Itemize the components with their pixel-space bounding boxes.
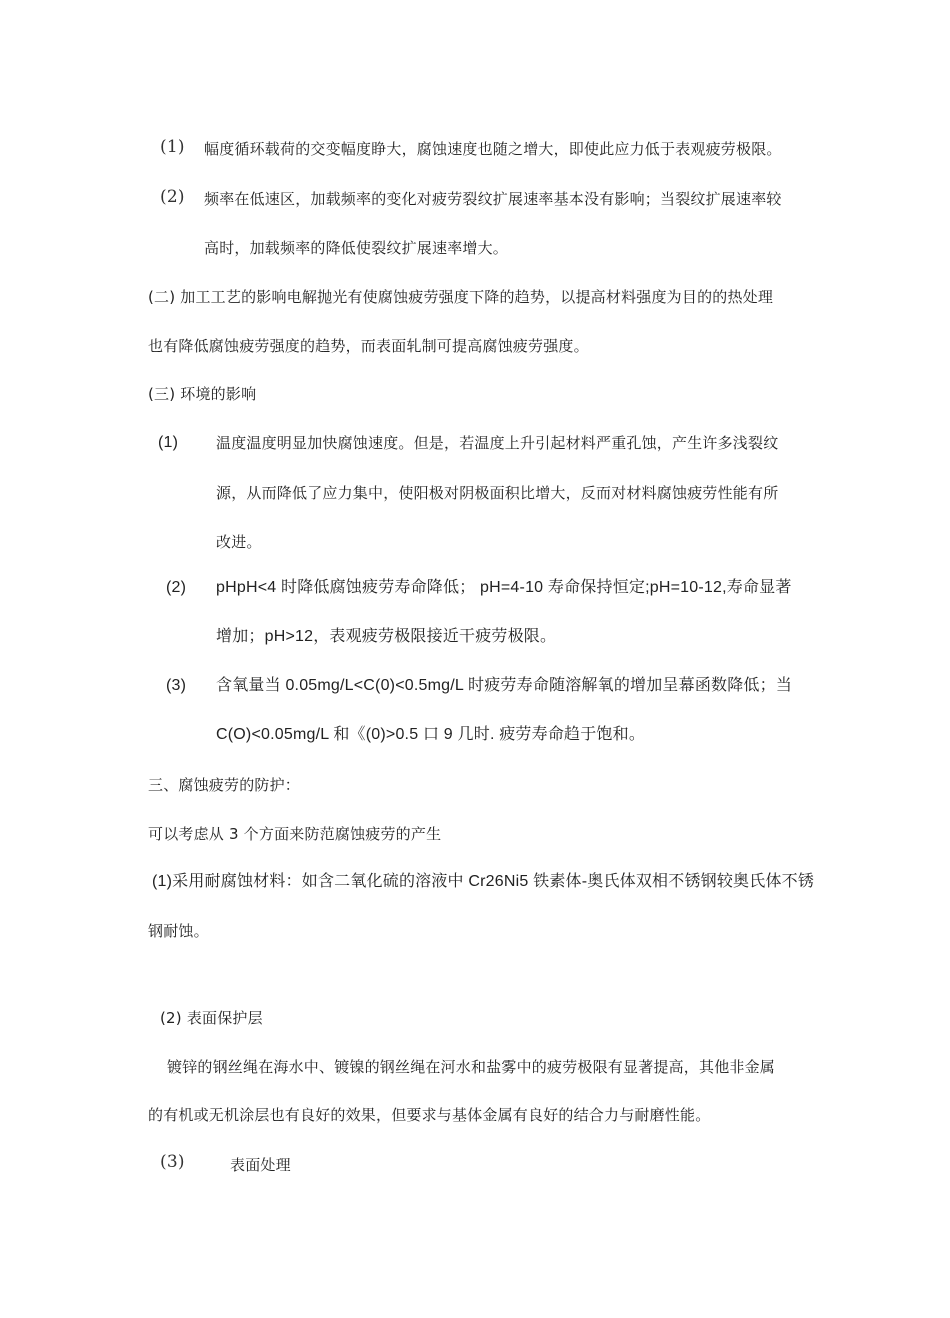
- paragraph-line: 增加；pH>12，表观疲劳极限接近干疲劳极限。: [216, 628, 557, 645]
- paragraph-line: 温度温度明显加快腐蚀速度。但是，若温度上升引起材料严重孔蚀，产生许多浅裂纹: [216, 434, 779, 452]
- item-number: (3): [160, 1152, 185, 1172]
- item-number: (1): [160, 137, 185, 157]
- paragraph-line: (1)采用耐腐蚀材料：如含二氧化硫的溶液中 Cr26Ni5 铁素体-奥氏体双相不锈钢较奥氏体不锈: [152, 873, 815, 890]
- section-heading: 三、腐蚀疲劳的防护：: [148, 776, 301, 794]
- paragraph-line: (二) 加工工艺的影响电解抛光有使腐蚀疲劳强度下降的趋势，以提高材料强度为目的的热处理: [148, 288, 774, 306]
- item-number: (2): [160, 187, 185, 207]
- paragraph-line: 改进。: [216, 533, 262, 551]
- item-number: (1): [158, 434, 179, 451]
- paragraph-line: 频率在低速区，加载频率的变化对疲劳裂纹扩展速率基本没有影响；当裂纹扩展速率较: [204, 190, 782, 208]
- paragraph-line: 含氧量当 0.05mg/L<C(0)<0.5mg/L 时疲劳寿命随溶解氧的增加呈幕函数降低；当: [216, 677, 793, 694]
- paragraph-line: 可以考虑从 3 个方面来防范腐蚀疲劳的产生: [148, 825, 442, 843]
- paragraph-line: 的有机或无机涂层也有良好的效果，但要求与基体金属有良好的结合力与耐磨性能。: [148, 1106, 711, 1124]
- sub-heading: 表面处理: [230, 1156, 291, 1174]
- paragraph-line: 幅度循环载荷的交变幅度睁大，腐蚀速度也随之增大，即使此应力低于表观疲劳极限。: [204, 140, 782, 158]
- item-number: (3): [166, 677, 187, 694]
- paragraph-line: 钢耐蚀。: [148, 922, 209, 940]
- item-number: (2): [166, 579, 187, 596]
- paragraph-line: 镀锌的钢丝绳在海水中、镀镍的钢丝绳在河水和盐雾中的疲劳极限有显著提高，其他非金属: [167, 1058, 776, 1076]
- section-heading: (三) 环境的影响: [148, 385, 257, 403]
- paragraph-line: C(O)<0.05mg/L 和《(0)>0.5 口 9 几时. 疲劳寿命趋于饱和。: [216, 726, 646, 743]
- paragraph-line: 源，从而降低了应力集中，使阳极对阴极面积比增大，反而对材料腐蚀疲劳性能有所: [216, 484, 779, 502]
- paragraph-line: pHpH<4 时降低腐蚀疲劳寿命降低； pH=4-10 寿命保持恒定;pH=10-12,寿命显著: [216, 579, 792, 596]
- paragraph-line: 也有降低腐蚀疲劳强度的趋势，而表面轧制可提高腐蚀疲劳强度。: [148, 337, 589, 355]
- sub-heading: (2) 表面保护层: [160, 1009, 263, 1027]
- paragraph-line: 高时，加载频率的降低使裂纹扩展速率增大。: [204, 239, 509, 257]
